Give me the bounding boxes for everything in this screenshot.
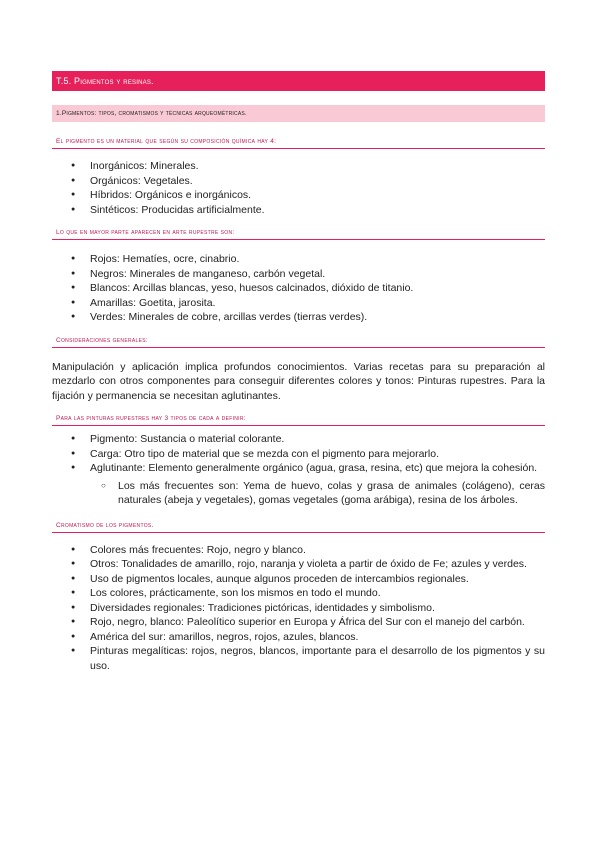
bullet-list (52, 432, 545, 476)
section-heading: Consideraciones generales: (52, 337, 545, 348)
list-item: ● Híbridos: Orgánicos e inorgánicos. (52, 188, 545, 203)
list-item: ● Diversidades regionales: Tradiciones pictóricas, identidades y simbolismo. (52, 601, 545, 616)
list-item: ● Otros: Tonalidades de amarillo, rojo, naranja y violeta a partir de óxido de Fe; azules y verdes. (52, 557, 545, 572)
list-item: ● Sintéticos: Producidas artificialmente. (52, 203, 545, 218)
section-heading: El pigmento es un material que según su composición química hay 4: (52, 138, 545, 149)
list-item: ● Pigmento: Sustancia o material colorante. (52, 432, 545, 447)
bullet-list (52, 543, 545, 674)
section-composition (52, 138, 545, 217)
section-rock-art-colors (52, 229, 545, 325)
list-item: ● Carga: Otro tipo de material que se mezda con el pigmento para mejorarlo. (52, 447, 545, 462)
list-item: ● Los colores, prácticamente, son los mismos en todo el mundo. (52, 586, 545, 601)
section-paint-types (52, 415, 545, 508)
list-item: ● Amarillas: Goetita, jarosita. (52, 296, 545, 311)
bullet-list (52, 159, 545, 217)
list-item: ● Rojo, negro, blanco: Paleolítico superior en Europa y África del Sur con el manejo del carbón. (52, 615, 545, 630)
section-heading: Lo que en mayor parte aparecen en arte rupestre son: (52, 229, 545, 240)
list-item: ● Aglutinante: Elemento generalmente orgánico (agua, grasa, resina, etc) que mejora la cohesión. (52, 461, 545, 476)
page-title: T.5. Pigmentos y resinas. (52, 71, 545, 91)
bullet-list (52, 252, 545, 325)
document-page (52, 71, 545, 673)
list-item: ● Rojos: Hematíes, ocre, cinabrio. (52, 252, 545, 267)
list-item: ● América del sur: amarillos, negros, rojos, azules, blancos. (52, 630, 545, 645)
paragraph: Manipulación y aplicación implica profundos conocimientos. Varias recetas para su preparación al mezdarlo con otros componentes para conseguir diferentes colores y tonos: Pinturas rupestres. Para la fijación y permanencia se necesitan aglutinantes. (52, 360, 545, 402)
list-item: ● Colores más frecuentes: Rojo, negro y blanco. (52, 543, 545, 558)
section-heading: Cromatismo de los pigmentos. (52, 522, 545, 533)
section-subtitle: 1.Pigmentos: tipos, cromatismos y técnicas arqueométricas. (52, 105, 545, 122)
section-chromatism (52, 522, 545, 674)
list-item: ● Blancos: Arcillas blancas, yeso, huesos calcinados, dióxido de titanio. (52, 281, 545, 296)
section-heading: Para las pinturas rupestres hay 3 tipos de cada a definir: (52, 415, 545, 426)
list-item: ● Uso de pigmentos locales, aunque algunos proceden de intercambios regionales. (52, 572, 545, 587)
sub-list-item: ○ Los más frecuentes son: Yema de huevo, colas y grasa de animales (colágeno), ceras naturales (abeja y vegetales), gomas vegetales (goma arábiga), resina de los árboles. (52, 479, 545, 508)
list-item: ● Orgánicos: Vegetales. (52, 174, 545, 189)
list-item: ● Inorgánicos: Minerales. (52, 159, 545, 174)
sub-list (52, 479, 545, 508)
list-item: ● Verdes: Minerales de cobre, arcillas verdes (tierras verdes). (52, 310, 545, 325)
list-item: ● Pinturas megalíticas: rojos, negros, blancos, importante para el desarrollo de los pigmentos y su uso. (52, 644, 545, 673)
section-general-considerations (52, 337, 545, 404)
list-item: ● Negros: Minerales de manganeso, carbón vegetal. (52, 267, 545, 282)
